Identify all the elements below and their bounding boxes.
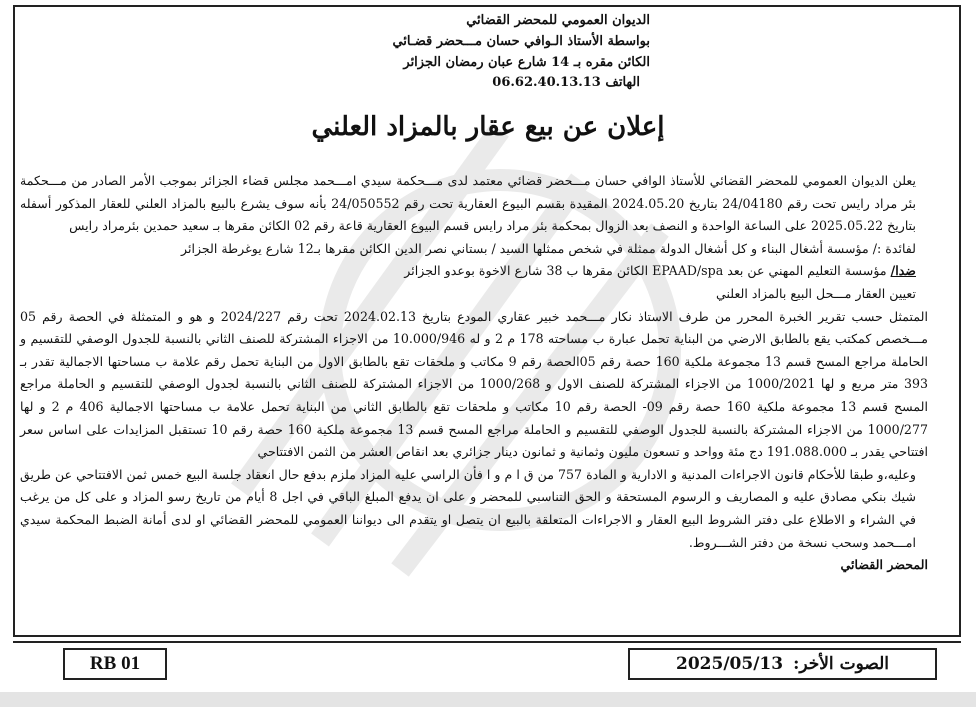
notice-body [20,170,928,577]
against-paragraph [20,260,928,283]
beneficiary-paragraph: لفائدة :/ مؤسسة أشغال البناء و كل أشغال الدولة ممثلة في شخص ممثلها السيد / بستاني نصر الدين الكائن مقرها بـ12 شارع يوغرطة الجزائر [181,240,916,256]
reference-box: RB 01 [63,648,167,680]
publication-box [628,648,937,680]
against-text: مؤسسة التعليم المهني عن بعد EPAAD/spa الكائن مقرها ب 38 شارع الاخوة بوعدو الجزائر [404,263,891,279]
signature: المحضر القضائي [840,557,928,573]
announcement-paragraph: يعلن الديوان العمومي للمحضر القضائي للأستاذ الوافي حسان مـــحضر قضائي معتمد لدى مـــحكمة سيدي امـــحمد مجلس قضاء الجزائر بموجب الأمر الصادر من مـــحكمة بئر مراد رايس تحت رقم 24/04180 بتاريخ 2024.05.20 المقيدة بقسم البيوع العقارية تحت رقم 24/050552 بأنه سوف يشرع بالبيع بالمزاد العلني للعقار المذكور أسفله بتاريخ 2025.05.22 على الساعة الواحدة و النصف بعد الزوال بمحكمة بئر مراد رايس قسم البيوع العقارية قاعة رقم 02 الكائن مقرها بـ سعيد حمدين بئرمراد رايس [20,173,916,234]
newspaper-name: الصوت الأخر: [793,654,889,674]
against-label: ضدا/ [890,263,916,279]
issuer-phone-line [300,73,640,93]
bottom-strip [0,692,976,707]
conditions-paragraph: وعليه،و طبقا للأحكام قانون الاجراءات المدنية و الادارية و المادة 757 من ق ا م و ا فأن الراسي عليه المزاد ملزم بدفع حال انعقاد جلسة البيع خمس ثمن الافتتاحي عن طريق شيك بنكي مصادق عليه و المصاريف و الرسوم المستحقة و الحق التناسبي للمحضر و على ان يدفع المبلغ الباقي في اجل 8 أيام من تاريخ رسو المزاد و على كل من يرغب في الشراء و الاطلاع على دفتر الشروط البيع العقار و الاجراءات المتعلقة بالبيع ان يتصل او يتقدم الى ديواننا العمومي للمحضر القضائي او لدى أمانة الضبط المحكمة سيدي امـــحمد وسحب نسخة من دفتر الشـــروط. [20,466,917,550]
property-heading: تعيين العقار مـــحل البيع بالمزاد العلني [716,285,916,301]
property-description: المتمثل حسب تقرير الخبرة المحرر من طرف الاستاذ نكار مـــحمد خبير عقاري المودع بتاريخ 2024.02.13 تحت رقم 2024/227 و هو و المتمثلة في الحصة رقم 05 مـــخصص كمكتب يقع بالطابق الارضي من البناية تحمل عبارة ب مساحته 178 م 2 و له 10.000/946 من الاجزاء المشتركة للصنف الثاني بالنسبة للجدول الوصفي للتقسيم و الحاملة مراجع المسح قسم 13 مجموعة ملكية 160 حصة رقم 05الحصة رقم 9 مكاتب و ملحقات تقع بالطابق الاول من البناية تحمل رقم علامة ب مساحتها الاجمالية تقدر بـ 393 متر مربع و لها 1000/2021 من الاجزاء المشتركة للصنف الاول و 1000/268 من الاجزاء المشتركة للصنف الثاني بالنسبة لجدول الوصفي للتقسيم و الحاملة مراجع المسح قسم 13 مجموعة ملكية 160 حصة رقم 09- الحصة رقم 10 مكاتب و ملحقات تقع بالطابق الثاني من البناية تحمل علامة ب مساحتها الاجمالية 406 م 2 و لها 1000/277 من الاجزاء المشتركة بالنسبة للجدول الوصفي للتقسيم و الحاملة مراجع المسح قسم 13 مجموعة ملكية 160 حصة رقم 10 تستقبل المزايدات على اساس سعر افتتاحي يقدر بـ 191.088.000 دج مئة وواحد و تسعون مليون وثمانية و ثمانون دينار جزائري بعد انقاص العشر من الثمن الافتتاحي [20,308,928,460]
notice-title: إعلان عن بيع عقار بالمزاد العلني [311,112,665,142]
issuer-office: الديوان العمومي للمحضر القضائي [466,13,650,28]
issuer-address: الكائن مقره بـ 14 شارع عبان رمضان الجزائر [403,55,650,70]
publication-date: 2025/05/13 [676,654,784,674]
issuer-bailiff: بواسطة الأستاذ الـوافي حسان مـــحضر قضـائي [392,34,650,49]
phone-label: الهاتف [605,75,640,90]
signature-row [20,554,928,577]
phone-number: 06.62.40.13.13 [492,75,601,90]
issuer-header [300,10,650,93]
